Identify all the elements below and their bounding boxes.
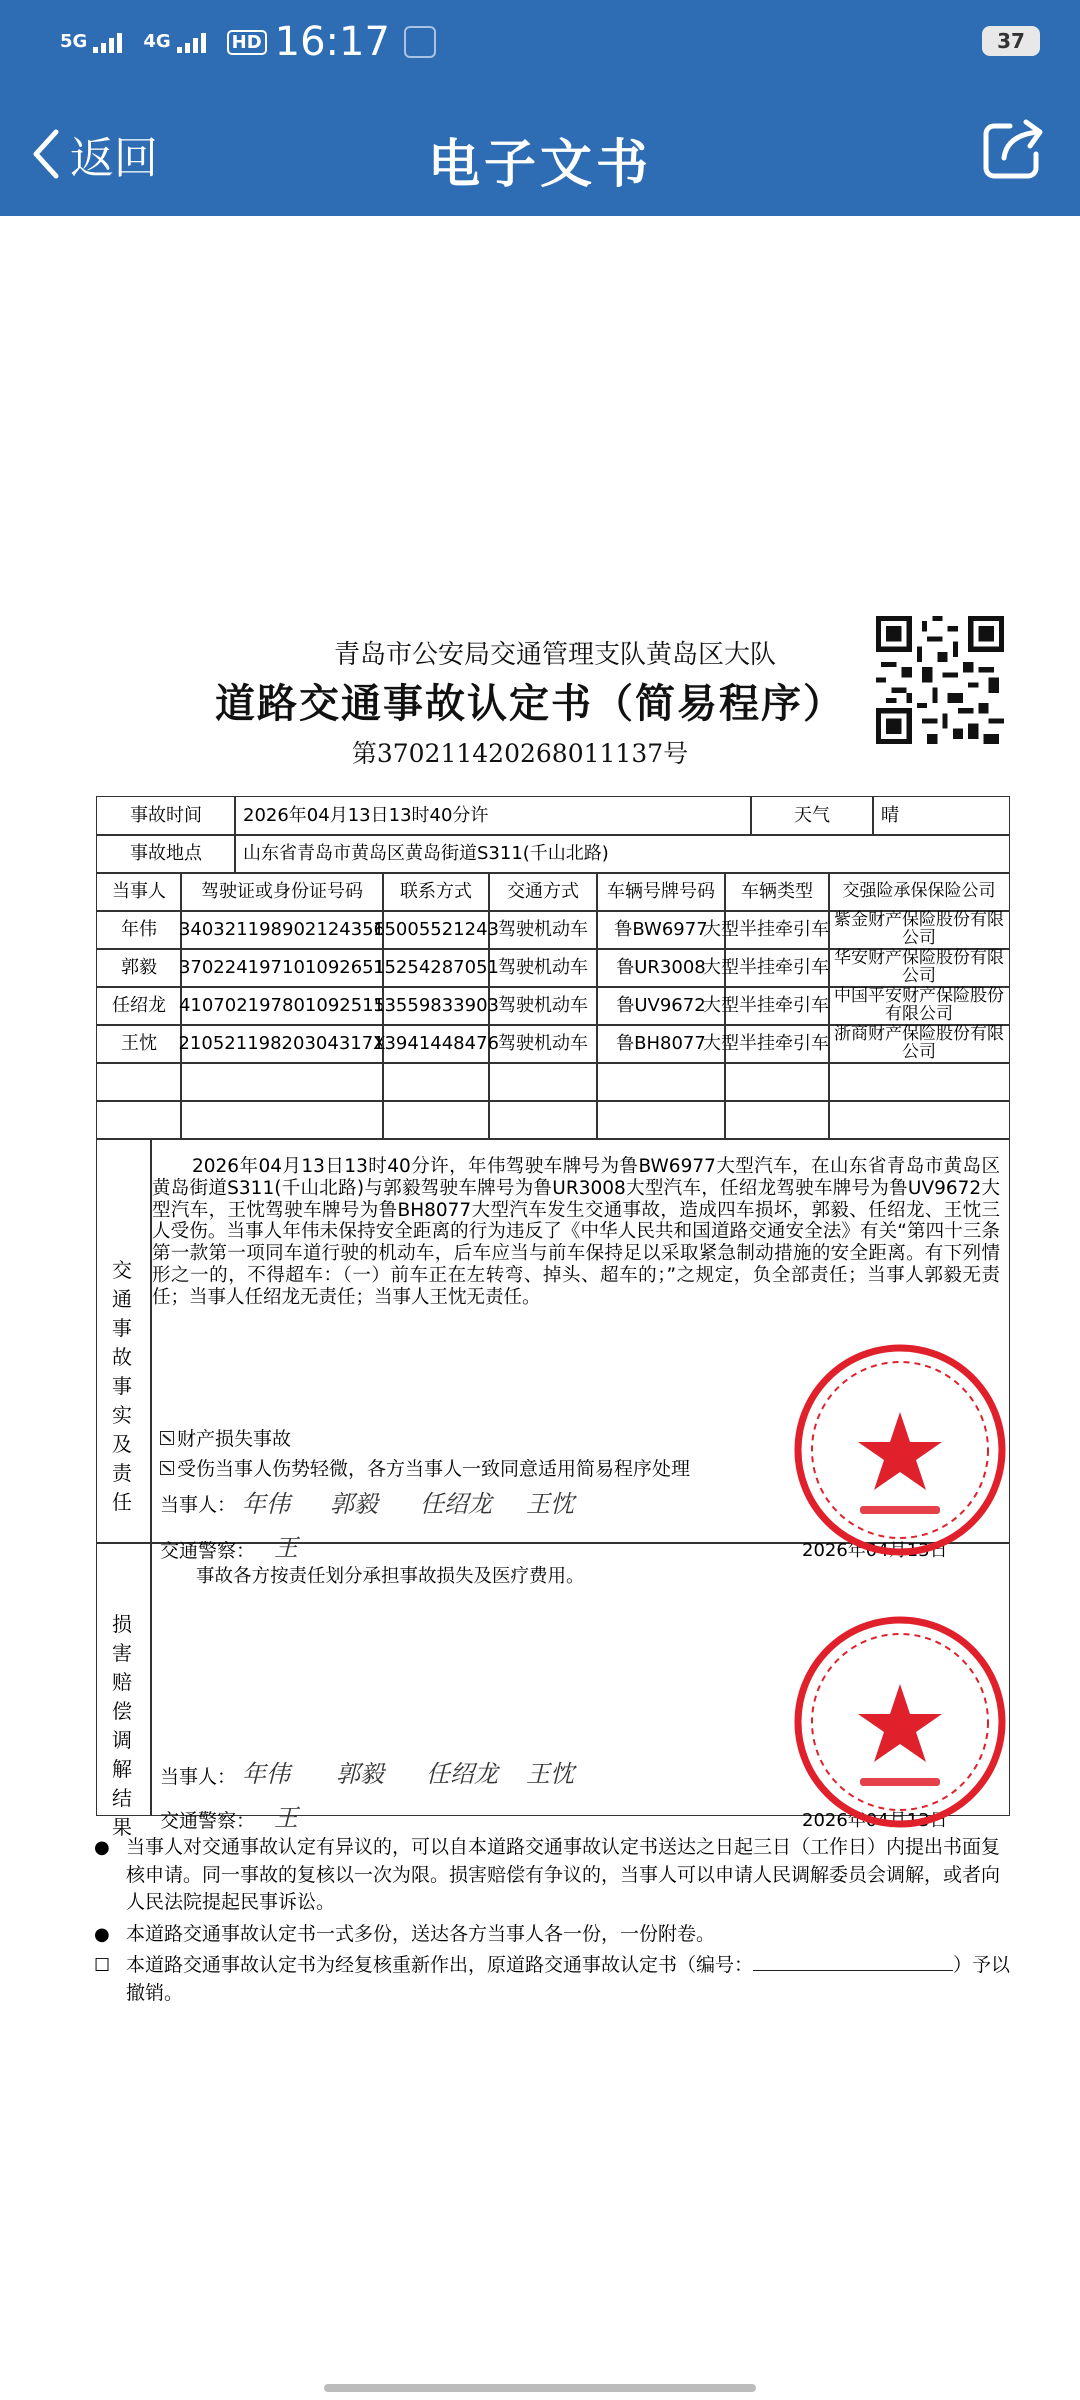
parties-sign-label: 当事人： <box>160 1766 237 1788</box>
property-loss-label: 财产损失事故 <box>177 1428 292 1450</box>
signature-officer: 王 <box>274 1534 298 1562</box>
party-insurer: 紫金财产保险股份有限公司 <box>828 910 1010 950</box>
signature-party-3: 任绍龙 <box>426 1760 498 1788</box>
party-phone: 15005521243 <box>382 910 490 950</box>
compensation-section-label: 损害赔偿调解结果 <box>112 1612 132 1839</box>
label-weather: 天气 <box>750 796 874 836</box>
party-name: 年伟 <box>96 910 182 950</box>
empty-cell <box>488 1062 598 1102</box>
col-header-contact: 联系方式 <box>382 872 490 912</box>
party-mode: 驾驶机动车 <box>488 948 598 988</box>
accident-facts-text: 2026年04月13日13时40分许，年伟驾驶车牌号为鲁BW6977大型汽车，在山东省青岛市黄岛区黄岛街道S311(千山北路)与郭毅驾驶车牌号为鲁UR3008大型汽车，任绍龙驾驶车牌号为鲁UV9672大型汽车，王忱驾驶车牌号为鲁BH8077大型汽车发生交通事故，造成四车损坏，郭毅、任绍龙、王忱三人受伤。当事人年伟未保持安全距离的行为违反了《中华人民共和国道路交通安全法》有关“第四十三条第一款第一项同车道行驶的机动车，后车应当与前车保持足以采取紧急制动措施的安全距离。有下列情形之一的，不得超车：（一）前车正在左转弯、掉头、超车的；”之规定，负全部责任；当事人郭毅无责任；当事人任绍龙无责任；当事人王忱无责任。 <box>152 1156 1000 1308</box>
battery-icon: 37 <box>982 26 1040 56</box>
minor-injury-checkbox <box>160 1454 690 1481</box>
party-plate: 鲁UV9672 <box>596 986 726 1026</box>
empty-cell <box>382 1100 490 1140</box>
empty-cell <box>724 1100 830 1140</box>
empty-cell <box>488 1100 598 1140</box>
official-seal-icon <box>790 1612 1010 1832</box>
signal-5g-icon <box>93 31 125 53</box>
home-indicator[interactable] <box>324 2384 756 2392</box>
signature-officer: 王 <box>274 1804 298 1832</box>
notes-section <box>94 1834 1012 2011</box>
empty-cell <box>180 1100 384 1140</box>
party-name: 郭毅 <box>96 948 182 988</box>
party-name: 任绍龙 <box>96 986 182 1026</box>
compensation-sign-date: 2026年04月13日 <box>802 1810 948 1831</box>
clock: 16:17 <box>274 19 390 65</box>
col-header-plate: 车辆号牌号码 <box>596 872 726 912</box>
party-id: 21052119820304317X <box>180 1024 384 1064</box>
party-plate: 鲁BH8077 <box>596 1024 726 1064</box>
bullet-icon: ● <box>94 1923 110 1945</box>
note-review-text: 当事人对交通事故认定有异议的，可以自本道路交通事故认定书送达之日起三日（工作日）内提出书面复核申请。同一事故的复核以一次为限。损害赔偿有争议的，当事人可以申请人民调解委员会调解，或者向人民法院提起民事诉讼。 <box>126 1836 1001 1914</box>
official-seal-icon <box>790 1340 1010 1560</box>
nav-bar <box>0 108 1080 196</box>
signature-party-2: 郭毅 <box>336 1760 384 1788</box>
col-header-license: 驾驶证或身份证号码 <box>180 872 384 912</box>
facts-sign-date: 2026年04月13日 <box>802 1540 948 1561</box>
col-header-mode: 交通方式 <box>488 872 598 912</box>
party-mode: 驾驶机动车 <box>488 910 598 950</box>
label-accident-time: 事故时间 <box>96 796 236 836</box>
empty-cell <box>596 1100 726 1140</box>
officer-sign-label: 交通警察： <box>160 1540 256 1562</box>
signature-party-4: 王忱 <box>526 1490 574 1518</box>
empty-cell <box>96 1062 182 1102</box>
app-header <box>0 0 1080 216</box>
empty-cell <box>596 1062 726 1102</box>
party-vehicle-type: 大型半挂牵引车 <box>724 1024 830 1064</box>
signature-party-1: 年伟 <box>242 1760 290 1788</box>
page-title: 电子文书 <box>427 135 652 195</box>
network-4g-label: 4G <box>143 31 171 52</box>
note-item <box>94 1952 1012 2007</box>
note-copies-text: 本道路交通事故认定书一式多份，送达各方当事人各一份，一份附卷。 <box>126 1922 716 1945</box>
checkbox-checked-icon <box>160 1461 174 1475</box>
party-insurer: 中国平安财产保险股份有限公司 <box>828 986 1010 1026</box>
checkbox-empty-icon: ☐ <box>94 1955 111 1977</box>
party-vehicle-type: 大型半挂牵引车 <box>724 910 830 950</box>
col-header-vehicle-type: 车辆类型 <box>724 872 830 912</box>
issuing-organization: 青岛市公安局交通管理支队黄岛区大队 <box>333 640 776 670</box>
signature-party-1: 年伟 <box>242 1490 290 1518</box>
party-id: 410702197801092515 <box>180 986 384 1026</box>
minor-injury-label: 受伤当事人伤势轻微，各方当事人一致同意适用简易程序处理 <box>177 1458 691 1480</box>
empty-cell <box>382 1062 490 1102</box>
signature-party-3: 任绍龙 <box>420 1490 492 1518</box>
party-id: 370224197101092651 <box>180 948 384 988</box>
note-item <box>94 1921 1012 1949</box>
property-loss-checkbox <box>160 1424 291 1451</box>
empty-cell <box>180 1062 384 1102</box>
party-vehicle-type: 大型半挂牵引车 <box>724 948 830 988</box>
back-label: 返回 <box>70 133 158 184</box>
empty-cell <box>828 1062 1010 1102</box>
party-phone: 13941448476 <box>382 1024 490 1064</box>
party-plate: 鲁BW6977 <box>596 910 726 950</box>
document-title: 道路交通事故认定书（简易程序） <box>215 680 845 727</box>
party-mode: 驾驶机动车 <box>488 986 598 1026</box>
parties-sign-label: 当事人： <box>160 1494 237 1516</box>
party-name: 王忱 <box>96 1024 182 1064</box>
party-phone: 15254287051 <box>382 948 490 988</box>
note-revoke-text <box>126 1952 1012 2007</box>
party-plate: 鲁UR3008 <box>596 948 726 988</box>
signal-4g-icon <box>177 31 209 53</box>
share-button[interactable] <box>980 116 1046 186</box>
label-accident-place: 事故地点 <box>96 834 236 874</box>
status-bar <box>60 18 1040 66</box>
col-header-insurer: 交强险承保保险公司 <box>828 872 1010 912</box>
party-id: 340321198902124356 <box>180 910 384 950</box>
party-mode: 驾驶机动车 <box>488 1024 598 1064</box>
facts-section-label: 交通事故事实及责任 <box>112 1258 132 1514</box>
signature-party-2: 郭毅 <box>330 1490 378 1518</box>
party-insurer: 浙商财产保险股份有限公司 <box>828 1024 1010 1064</box>
checkbox-checked-icon <box>160 1431 174 1445</box>
empty-cell <box>828 1100 1010 1140</box>
network-5g-label: 5G <box>60 31 88 52</box>
note-item <box>94 1834 1012 1917</box>
note-revoke-part1: 本道路交通事故认定书为经复核重新作出，原道路交通事故认定书（编号： <box>126 1954 754 1977</box>
weather-value: 晴 <box>872 796 1010 836</box>
document-number: 第370211420268011137号 <box>351 739 689 768</box>
notification-app-icon <box>404 26 436 58</box>
party-phone: 13559833903 <box>382 986 490 1026</box>
bullet-icon: ● <box>94 1837 110 1858</box>
party-vehicle-type: 大型半挂牵引车 <box>724 986 830 1026</box>
col-header-party: 当事人 <box>96 872 182 912</box>
note-revoke-part2: ）予以撤销。 <box>126 1954 1011 2004</box>
accident-place-value: 山东省青岛市黄岛区黄岛街道S311(千山北路) <box>234 834 1010 874</box>
signature-party-4: 王忱 <box>526 1760 574 1788</box>
officer-sign-label: 交通警察： <box>160 1810 256 1832</box>
party-insurer: 华安财产保险股份有限公司 <box>828 948 1010 988</box>
share-icon <box>980 116 1046 182</box>
compensation-text: 事故各方按责任划分承担事故损失及医疗费用。 <box>196 1566 585 1587</box>
blank-number-field <box>753 1953 953 1971</box>
empty-cell <box>724 1062 830 1102</box>
hd-voice-badge: HD <box>227 30 267 55</box>
accident-time-value: 2026年04月13日13时40分许 <box>234 796 752 836</box>
empty-cell <box>96 1100 182 1140</box>
